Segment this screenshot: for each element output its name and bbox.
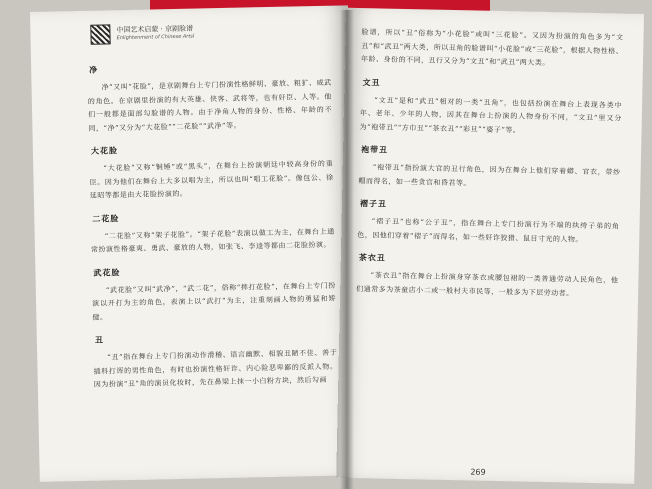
section-heading: 武花脸 bbox=[93, 267, 121, 278]
section-paragraph: “二花脸”又称“架子花脸”。“架子花脸”表演以做工为主，在舞台上通常扮演性格豪爽、勇武、豪放的人物，如张飞、李逵等都由二花脸扮演。 bbox=[90, 227, 335, 254]
book-logo-icon bbox=[90, 24, 110, 44]
section-paragraph: “袍带丑”指扮演大官的丑行角色，因为在舞台上他们穿着蟒、官衣，带纱帽而得名，如一些贪官和昏君等。 bbox=[358, 163, 621, 187]
section-heading: 丑 bbox=[94, 335, 104, 345]
right-page-content bbox=[356, 26, 624, 305]
section-paragraph: “茶衣丑”指在舞台上扮演身穿茶衣或腰包裙的一类普通劳动人民角色，他们通常多为茶童店小二或一般村夫市民等，一般多为下层劳动者。 bbox=[356, 271, 619, 298]
left-page-content bbox=[87, 50, 338, 397]
section-paragraph: “文丑”是和“武丑”相对的一类“丑角”，也包括扮演在舞台上表现各类中年、老年、少年的人物，因其在舞台上扮演的人物身份不同，“文丑”里又分为“袍带丑”“方巾丑”“茶衣丑”“彩旦”“婆子”等。 bbox=[359, 95, 623, 134]
section-paragraph: 净”又叫“花脸”，是京剧舞台上专门扮演性格鲜明、豪放、粗犷、威武的角色。在京剧里扮演的有大英雄、侠客、武将等，也有奸臣、人等。他们一般都是面部勾脸谱的人物。由于净角人物的身份、性格、年龄的不同，“净”又分为“大花脸”“二花脸”“武净”等。 bbox=[87, 78, 333, 133]
page-number: 269 bbox=[470, 467, 486, 477]
right-page bbox=[336, 8, 644, 484]
continued-paragraph: 脸谱，所以“丑”俗称为“小花脸”或叫“三花脸”。又因为扮演的角色多为“文丑”和“武丑”两大类，所以丑角的脸谱叫“小花脸”或“三花脸”，根据人物性格、年龄、身份的不同，丑行又分为“文丑”和“武丑”两大类。 bbox=[360, 28, 624, 68]
section-heading: 大花脸 bbox=[90, 146, 119, 156]
section-paragraph: “丑”指在舞台上专门扮演动作滑稽、语言幽默、相貌丑陋不佳、善于插科打诨的男性角色，有时也扮演性格奸诈、内心险恶卑鄙的反派人物。因为扮演“丑”角的演员化妆时，先在鼻梁上抹一小白粉方块，然后勾画 bbox=[93, 348, 338, 389]
section-heading: 二花脸 bbox=[92, 213, 120, 224]
header-subtitle: Enlightenment of Chinese Artsl bbox=[116, 33, 195, 42]
header-title: 中国艺术启蒙 · 京剧脸谱 bbox=[116, 24, 194, 35]
book-spine-shadow bbox=[340, 10, 354, 489]
section-heading: 褶子丑 bbox=[359, 199, 388, 209]
page-header bbox=[90, 23, 194, 45]
section-heading: 文丑 bbox=[362, 77, 381, 87]
section-paragraph: “大花脸”又称“铜锤”或“黑头”，在舞台上扮演朝廷中较高身份的重臣。因为他们在舞台上大多以唱为主，所以也叫“唱工花脸”。像包公、徐延昭等都是由大花脸扮演的。 bbox=[89, 159, 334, 200]
left-page bbox=[30, 5, 358, 482]
section-heading: 茶衣丑 bbox=[358, 253, 386, 263]
section-heading: 净 bbox=[89, 65, 99, 75]
section-paragraph: “褶子丑”也称“公子丑”，指在舞台上专门扮演行为不端的纨绔子弟的角色，因他们穿着“褶子”而得名，如一些奸诈狡猾、鼠目寸光的人物。 bbox=[357, 217, 620, 244]
section-heading: 袍带丑 bbox=[361, 145, 389, 155]
section-paragraph: “武花脸”又叫“武净”，“武二花”，俗称“摔打花脸”，在舞台上专门扮演以开打为主的角色，表演上以“武打”为主，注重刻画人物的勇猛和矫健。 bbox=[92, 281, 337, 322]
